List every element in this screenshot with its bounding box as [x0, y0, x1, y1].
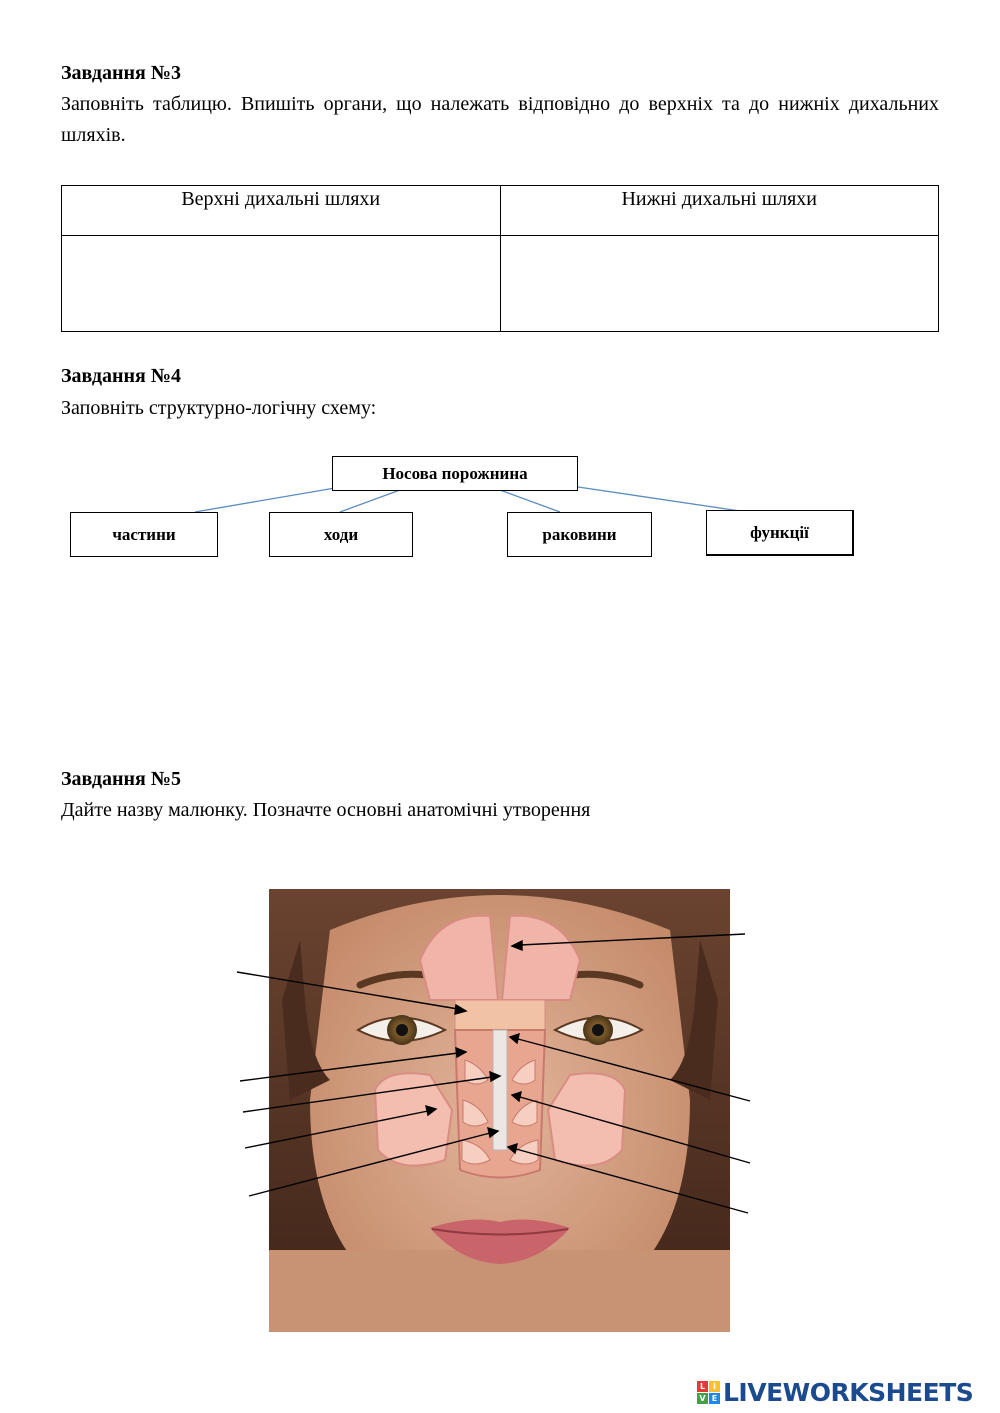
- diagram-box-passages: ходи: [269, 512, 413, 557]
- task3-instruction: Заповніть таблицю. Впишіть органи, що належать відповідно до верхніх та до нижніх дихальних шляхів.: [61, 93, 939, 146]
- liveworksheets-wordmark: LIVEWORKSHEETS: [723, 1378, 974, 1407]
- diagram-box-parts: частини: [70, 512, 218, 557]
- diagram-box-functions: функції: [706, 510, 854, 556]
- liveworksheets-mark-icon: L I V E: [697, 1381, 721, 1405]
- lower-airways-header: Нижні дихальні шляхи: [500, 186, 939, 236]
- task3-heading: Завдання №3: [61, 62, 181, 84]
- task5-instruction: Дайте назву малюнку. Позначте основні анатомічні утворення: [61, 799, 591, 821]
- task4-instruction: Заповніть структурно-логічну схему:: [61, 397, 377, 419]
- task4-heading: Завдання №4: [61, 365, 181, 387]
- task5-heading: Завдання №5: [61, 768, 181, 790]
- liveworksheets-logo: [697, 1378, 973, 1407]
- diagram-box-conchae: раковини: [507, 512, 652, 557]
- diagram-root-box: Носова порожнина: [332, 456, 578, 491]
- upper-airways-header: Верхні дихальні шляхи: [62, 186, 501, 236]
